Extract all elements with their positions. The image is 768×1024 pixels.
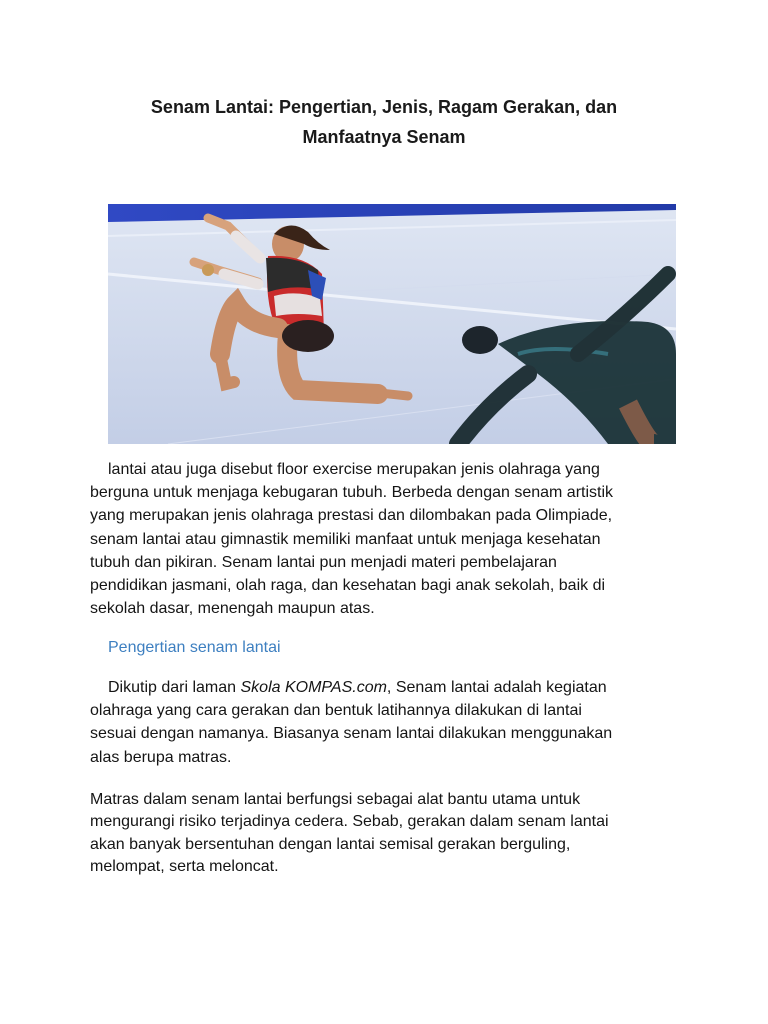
definition-line: sesuai dengan namanya. Biasanya senam lantai dilakukan menggunakan <box>90 725 613 743</box>
intro-paragraph <box>90 458 690 620</box>
definition-prefix: Dikutip dari laman <box>108 679 241 696</box>
definition-line: alas berupa matras. <box>90 748 232 766</box>
mat-line: Matras dalam senam lantai berfungsi sebagai alat bantu utama untuk <box>90 791 581 808</box>
definition-line: olahraga yang cara gerakan dan bentuk latihannya dilakukan di lantai <box>90 702 582 720</box>
mat-line: akan banyak bersentuhan dengan lantai semisal gerakan berguling, <box>90 835 571 853</box>
source-name: Skola KOMPAS.com <box>240 679 387 696</box>
intro-line: sekolah dasar, menengah maupun atas. <box>90 600 375 618</box>
mat-paragraph <box>90 789 690 879</box>
mat-line: mengurangi risiko terjadinya cedera. Sebab, gerakan dalam senam lantai <box>90 813 609 831</box>
title-line-1: Senam Lantai: Pengertian, Jenis, Ragam Gerakan, dan <box>150 97 618 117</box>
page-title <box>100 92 668 152</box>
intro-line: lantai atau juga disebut floor exercise merupakan jenis olahraga yang <box>108 461 600 478</box>
intro-line: tubuh dan pikiran. Senam lantai pun menjadi materi pembelajaran <box>90 553 557 571</box>
intro-line: senam lantai atau gimnastik memiliki manfaat untuk menjaga kesehatan <box>90 530 601 548</box>
definition-paragraph <box>90 676 690 769</box>
intro-line: yang merupakan jenis olahraga prestasi dan dilombakan pada Olimpiade, <box>90 507 613 525</box>
definition-first-line <box>90 676 690 699</box>
intro-line: berguna untuk menjaga kebugaran tubuh. Berbeda dengan senam artistik <box>90 484 614 502</box>
gymnastics-photo <box>108 204 676 444</box>
definition-suffix: , Senam lantai adalah kegiatan <box>386 679 607 696</box>
intro-line: pendidikan jasmani, olah raga, dan kesehatan bagi anak sekolah, baik di <box>90 577 606 595</box>
section-heading: Pengertian senam lantai <box>108 639 281 656</box>
title-line-2: Manfaatnya Senam <box>302 127 466 147</box>
mat-line: melompat, serta meloncat. <box>90 858 279 876</box>
